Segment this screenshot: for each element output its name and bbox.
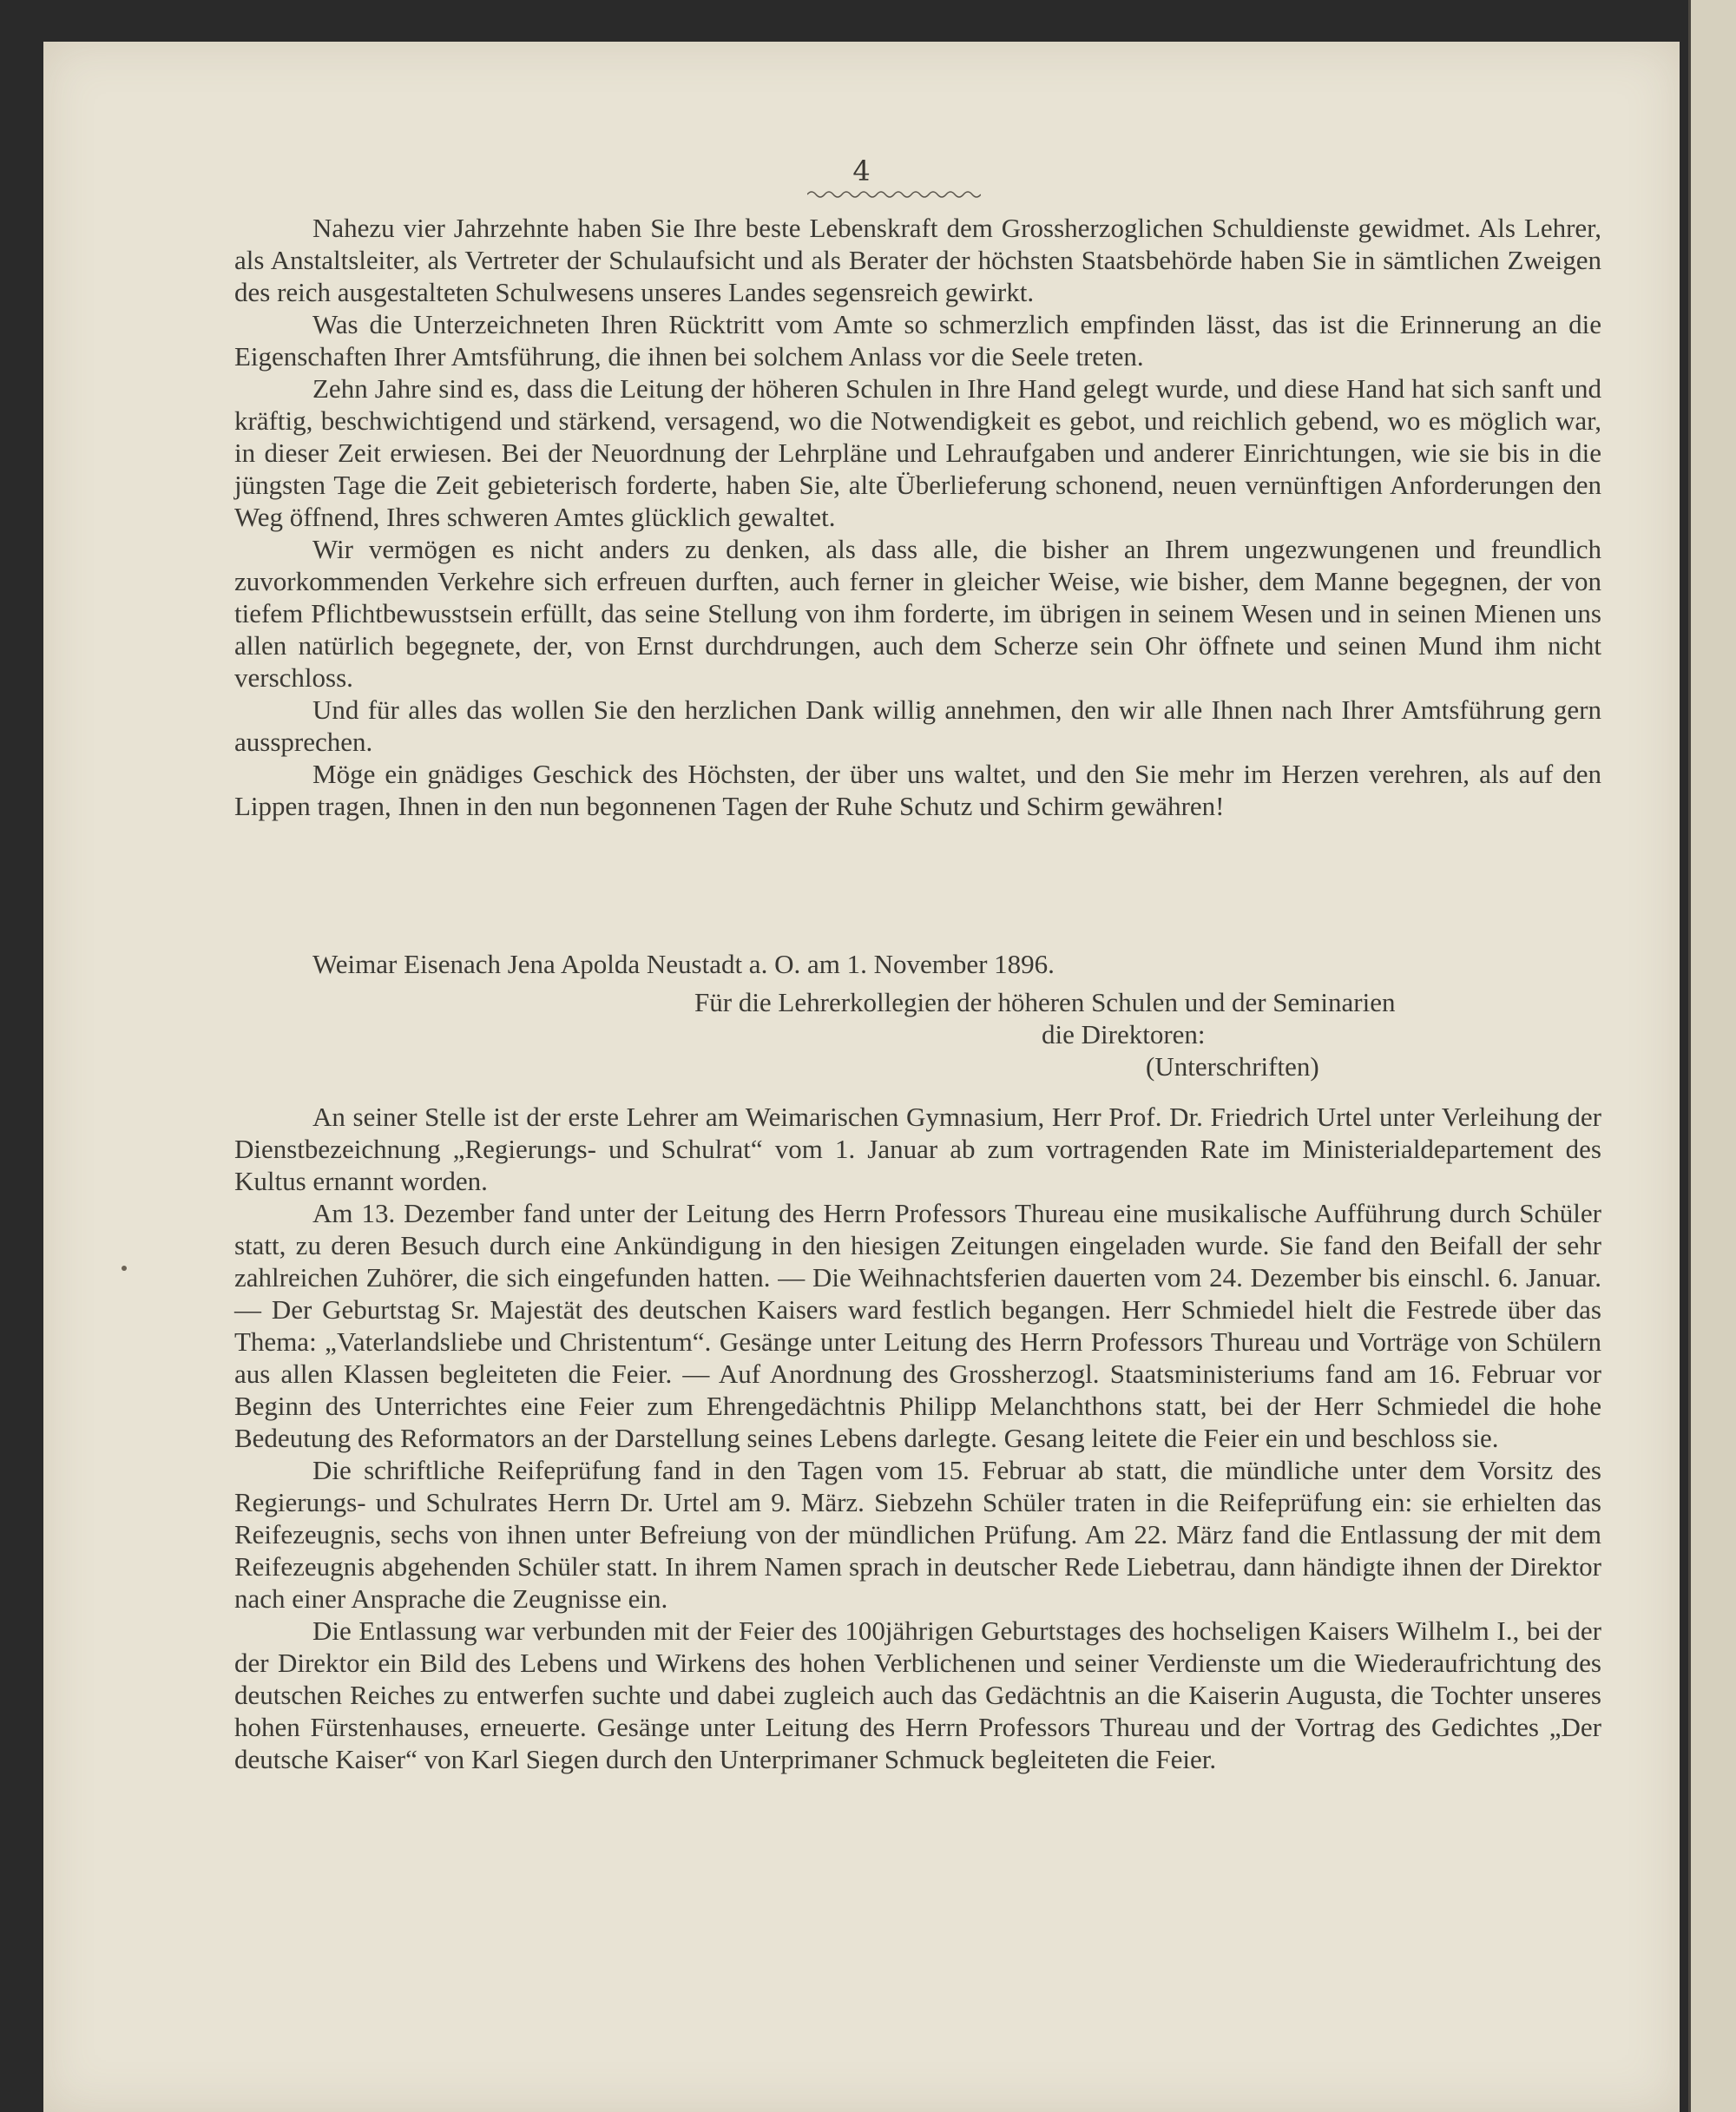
paragraph: Die schriftliche Reifeprüfung fand in den Tagen vom 15. Februar ab statt, die mündliche unter dem Vorsitz des Regierungs- und Schulrates Herrn Dr. Urtel am 9. März. Siebzehn Schüler traten in die Reifeprüfung ein: sie erhielten das Reifezeugnis, sechs von ihnen unter Befreiung von der mündlichen Prüfung. Am 22. März fand die Entlassung der mit dem Reifezeugnis abgehenden Schüler statt. In ihrem Namen sprach in deutscher Rede Liebetrau, dann händigte ihnen der Direktor nach einer Ansprache die Zeugnisse ein. <box>234 1455 1601 1614</box>
paragraph: Nahezu vier Jahrzehnte haben Sie Ihre beste Lebenskraft dem Grossherzoglichen Schuldienste gewidmet. Als Lehrer, als Anstaltsleiter, als Vertreter der Schulaufsicht und als Berater der höchsten Staatsbehörde haben Sie in sämtlichen Zweigen des reich ausgestalteten Schulwesens unseres Landes segensreich gewirkt. <box>234 213 1601 307</box>
book-page <box>43 42 1680 2112</box>
paragraph: Wir vermögen es nicht anders zu denken, als dass alle, die bisher an Ihrem ungezwungenen und freundlich zuvorkommenden Verkehre sich erfreuen durften, auch ferner in gleicher Weise, wie bisher, dem Manne begegnen, der von tiefem Pflichtbewusstsein erfüllt, das seine Stellung von ihm forderte, im übrigen in seinem Wesen und in seinen Mienen uns allen natürlich begegnete, der, von Ernst durchdrungen, auch dem Scherze sein Ohr öffnete und seinen Mund ihm nicht verschloss. <box>234 534 1601 693</box>
paper-spot <box>122 1266 127 1271</box>
signature-block <box>694 986 1606 1082</box>
signature-line: die Direktoren: <box>1042 1019 1206 1049</box>
signature-placeholder: (Unterschriften) <box>1146 1051 1319 1082</box>
paragraph: An seiner Stelle ist der erste Lehrer am Weimarischen Gymnasium, Herr Prof. Dr. Friedrich Urtel unter Verleihung der Dienstbezeichnung „Regierungs- und Schulrat“ vom 1. Januar ab zum vortragenden Rate im Ministerialdepartement des Kultus ernannt worden. <box>234 1102 1601 1196</box>
paragraph: Möge ein gnädiges Geschick des Höchsten, der über uns waltet, und den Sie mehr im Herzen verehren, als auf den Lippen tragen, Ihnen in den nun begonnenen Tagen der Ruhe Schutz und Schirm gewähren! <box>234 759 1601 821</box>
address-text <box>234 212 1601 822</box>
wavy-ornament <box>807 189 981 200</box>
chronicle-text <box>234 1101 1601 1775</box>
adjacent-page-edge <box>1688 0 1736 2112</box>
paragraph: Die Entlassung war verbunden mit der Feier des 100jährigen Geburtstages des hochseligen Kaisers Wilhelm I., bei der der Direktor ein Bild des Lebens und Wirkens des hohen Verblichenen und seiner Verdienste um die Wiederaufrichtung des deutschen Reiches zu entwerfen suchte und dabei zugleich auch das Gedächtnis an die Kaiserin Augusta, die Tochter unseres hohen Fürstenhauses, erneuerte. Gesänge unter Leitung des Herrn Professors Thureau und der Vortrag des Gedichtes „Der deutsche Kaiser“ von Karl Siegen durch den Unterprimaner Schmuck begleiteten die Feier. <box>234 1615 1601 1774</box>
dateline: Weimar Eisenach Jena Apolda Neustadt a. O. am 1. November 1896. <box>312 949 1055 979</box>
paragraph: Zehn Jahre sind es, dass die Leitung der höheren Schulen in Ihre Hand gelegt wurde, und diese Hand hat sich sanft und kräftig, beschwichtigend und stärkend, versagend, wo die Notwendigkeit es gebot, und reichlich gebend, wo es möglich war, in dieser Zeit erwiesen. Bei der Neuordnung der Lehrpläne und Lehraufgaben und anderer Einrichtungen, wie sie bis in die jüngsten Tage die Zeit gebieterisch forderte, haben Sie, alte Überlieferung schonend, neuen vernünftigen Anforderungen den Weg öffnend, Ihres schweren Amtes glücklich gewaltet. <box>234 373 1601 532</box>
signature-line: Für die Lehrerkollegien der höheren Schulen und der Seminarien <box>694 987 1396 1017</box>
page-number: 4 <box>852 155 871 188</box>
paragraph: Und für alles das wollen Sie den herzlichen Dank willig annehmen, den wir alle Ihnen nach Ihrer Amtsführung gern aussprechen. <box>234 694 1601 757</box>
paragraph: Am 13. Dezember fand unter der Leitung des Herrn Professors Thureau eine musikalische Aufführung durch Schüler statt, zu deren Besuch durch eine Ankündigung in den hiesigen Zeitungen eingeladen wurde. Sie fand den Beifall der sehr zahlreichen Zuhörer, die sich eingefunden hatten. — Die Weihnachtsferien dauerten vom 24. Dezember bis einschl. 6. Januar. — Der Geburtstag Sr. Majestät des deutschen Kaisers ward festlich begangen. Herr Schmiedel hielt die Festrede über das Thema: „Vaterlandsliebe und Christentum“. Gesänge unter Leitung des Herrn Professors Thureau und Vorträge von Schülern aus allen Klassen begleiteten die Feier. — Auf Anordnung des Grossherzogl. Staatsministeriums fand am 16. Februar vor Beginn des Unterrichtes eine Feier zum Ehrengedächtnis Philipp Melanchthons statt, bei der Herr Schmiedel die hohe Bedeutung des Reformators an der Darstellung seines Lebens darlegte. Gesang leitete die Feier ein und beschloss sie. <box>234 1198 1601 1453</box>
paragraph: Was die Unterzeichneten Ihren Rücktritt vom Amte so schmerzlich empfinden lässt, das ist die Erinnerung an die Eigenschaften Ihrer Amtsführung, die ihnen bei solchem Anlass vor die Seele treten. <box>234 309 1601 372</box>
